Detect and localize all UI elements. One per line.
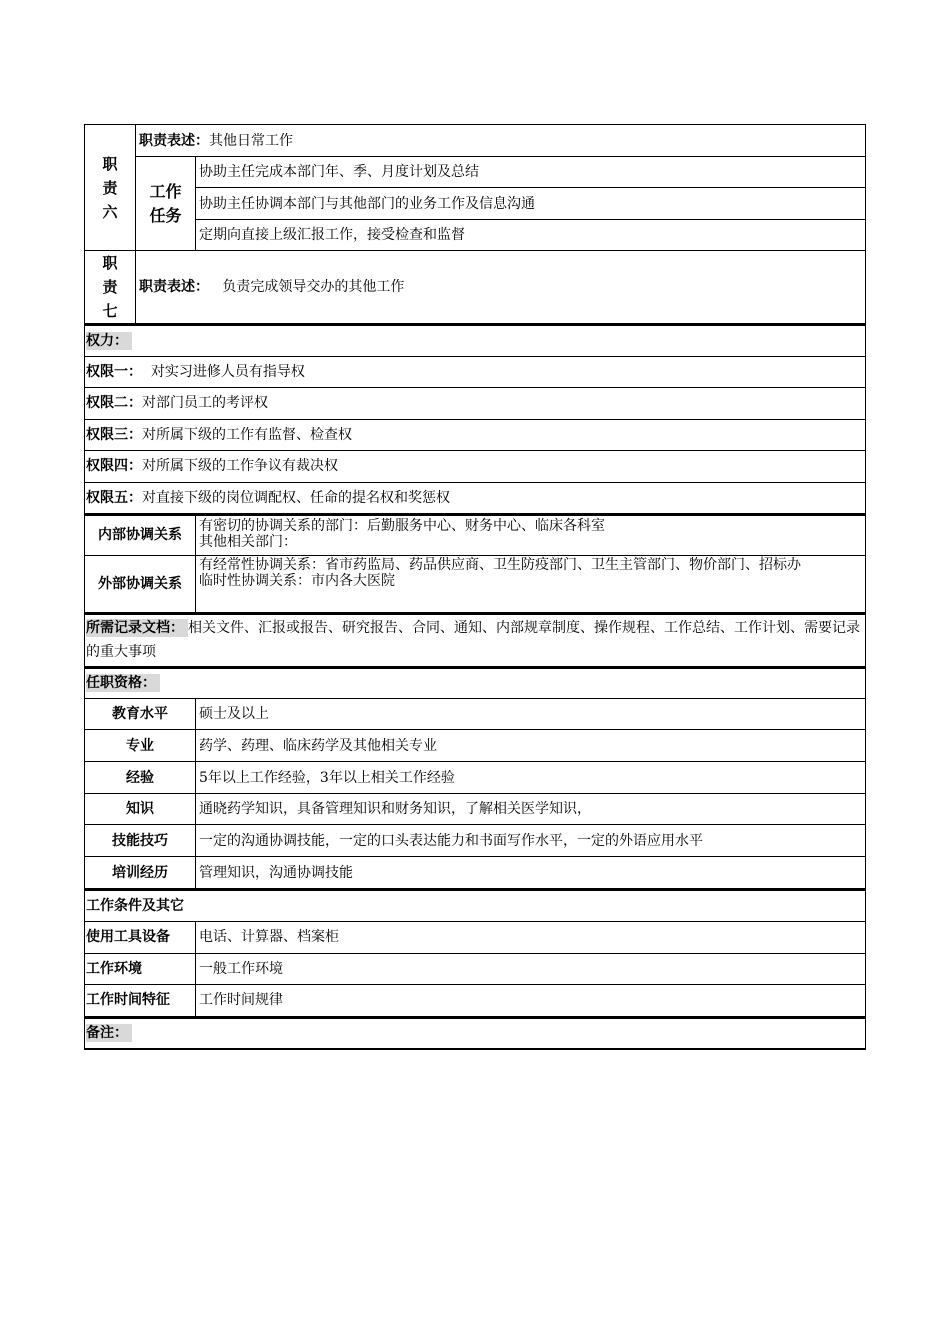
authority-table	[84, 324, 866, 514]
internal-relations-content	[196, 515, 866, 556]
qual-label-education: 教育水平	[85, 699, 196, 730]
authority-text-2: 对部门员工的考评权	[142, 395, 268, 411]
internal-relations-line-1: 有密切的协调关系的部门：后勤服务中心、财务中心、临床各科室	[199, 517, 605, 534]
qual-label-major: 专业	[85, 730, 196, 762]
cond-label-hours: 工作时间特征	[85, 984, 196, 1016]
duty6-description	[136, 125, 866, 157]
cond-text-environment: 一般工作环境	[196, 953, 866, 984]
authority-row-5	[85, 482, 866, 513]
records-cell	[85, 614, 866, 666]
authority-label-3: 权限三：	[86, 426, 142, 443]
qual-label-experience: 经验	[85, 762, 196, 794]
authority-header: 权力：	[86, 332, 132, 350]
authority-row-2	[85, 387, 866, 419]
remarks-header-cell	[85, 1018, 866, 1049]
relations-table	[84, 514, 866, 614]
authority-text-5: 对直接下级的岗位调配权、任命的提名权和奖惩权	[142, 489, 450, 506]
authority-text-3: 对所属下级的工作有监督、检查权	[142, 426, 352, 443]
duty6-desc-text: 其他日常工作	[209, 132, 293, 149]
authority-header-cell	[85, 325, 866, 356]
duty6-task-3: 定期向直接上级汇报工作，接受检查和监督	[196, 220, 866, 251]
authority-row-4	[85, 450, 866, 482]
duty7-char-1: 职	[102, 254, 118, 272]
duty6-char-1: 职	[102, 154, 118, 173]
authority-row-3	[85, 419, 866, 450]
qual-text-major: 药学、药理、临床药学及其他相关专业	[196, 730, 866, 762]
qual-label-training: 培训经历	[85, 857, 196, 889]
duty6-vertical-label	[85, 125, 136, 251]
authority-label-1: 权限一：	[86, 363, 142, 380]
duty7-desc-label: 职责表述：	[139, 279, 209, 295]
duty6-desc-label: 职责表述：	[139, 132, 209, 149]
records-text: 相关文件、汇报或报告、研究报告、合同、通知、内部规章制度、操作规程、工作总结、工作计划、需要记录的重大事项	[86, 620, 860, 661]
qual-text-skills: 一定的沟通协调技能，一定的口头表达能力和书面写作水平，一定的外语应用水平	[196, 825, 866, 857]
duty6-char-3: 六	[102, 202, 118, 221]
cond-text-hours: 工作时间规律	[196, 984, 866, 1016]
duty7-vertical-label	[85, 251, 136, 324]
qual-text-experience: 5年以上工作经验，3年以上相关工作经验	[196, 762, 866, 794]
cond-label-environment: 工作环境	[85, 953, 196, 984]
qualifications-header: 任职资格：	[86, 674, 160, 692]
authority-row-1	[85, 356, 866, 387]
cond-label-tools: 使用工具设备	[85, 921, 196, 953]
qual-text-knowledge: 通晓药学知识，具备管理知识和财务知识，了解相关医学知识，	[196, 794, 866, 825]
external-relations-content	[196, 556, 866, 613]
records-label: 所需记录文档：	[86, 619, 188, 637]
cond-text-tools: 电话、计算器、档案柜	[196, 921, 866, 953]
conditions-table	[84, 889, 866, 1017]
authority-text-1: 对实习进修人员有指导权	[150, 363, 305, 380]
duties-table	[84, 124, 866, 324]
remarks-header: 备注：	[86, 1024, 132, 1042]
internal-relations-label: 内部协调关系	[85, 515, 196, 556]
external-relations-line-1: 有经常性协调关系：省市药监局、药品供应商、卫生防疫部门、卫生主管部门、物价部门、招标办	[199, 557, 801, 573]
authority-text-4: 对所属下级的工作争议有裁决权	[142, 458, 338, 474]
duty7-char-2: 责	[102, 278, 118, 296]
duty6-task-label	[136, 157, 196, 251]
external-relations-label: 外部协调关系	[85, 556, 196, 613]
duty6-char-2: 责	[102, 178, 118, 197]
qual-text-education: 硕士及以上	[196, 699, 866, 730]
duty6-task-label-1: 工作	[149, 181, 182, 201]
authority-label-4: 权限四：	[86, 458, 142, 474]
job-description-sheet	[84, 124, 866, 1050]
authority-label-2: 权限二：	[86, 395, 142, 411]
authority-label-5: 权限五：	[86, 489, 142, 506]
conditions-header: 工作条件及其它	[85, 890, 866, 921]
qual-label-knowledge: 知识	[85, 794, 196, 825]
internal-relations-line-2: 其他相关部门：	[199, 533, 297, 550]
duty7-desc-text: 负责完成领导交办的其他工作	[222, 279, 405, 295]
qualifications-header-cell	[85, 668, 866, 699]
remarks-table	[84, 1017, 866, 1050]
qual-text-training: 管理知识，沟通协调技能	[196, 857, 866, 889]
duty6-task-label-2: 任务	[149, 205, 182, 225]
qual-label-skills: 技能技巧	[85, 825, 196, 857]
qualifications-table	[84, 667, 866, 890]
external-relations-line-2: 临时性协调关系：市内各大医院	[199, 573, 395, 589]
duty7-char-3: 七	[102, 302, 118, 320]
duty6-task-2: 协助主任协调本部门与其他部门的业务工作及信息沟通	[196, 188, 866, 220]
duty6-task-1: 协助主任完成本部门年、季、月度计划及总结	[196, 157, 866, 188]
records-table	[84, 613, 866, 667]
duty7-description	[136, 251, 866, 324]
